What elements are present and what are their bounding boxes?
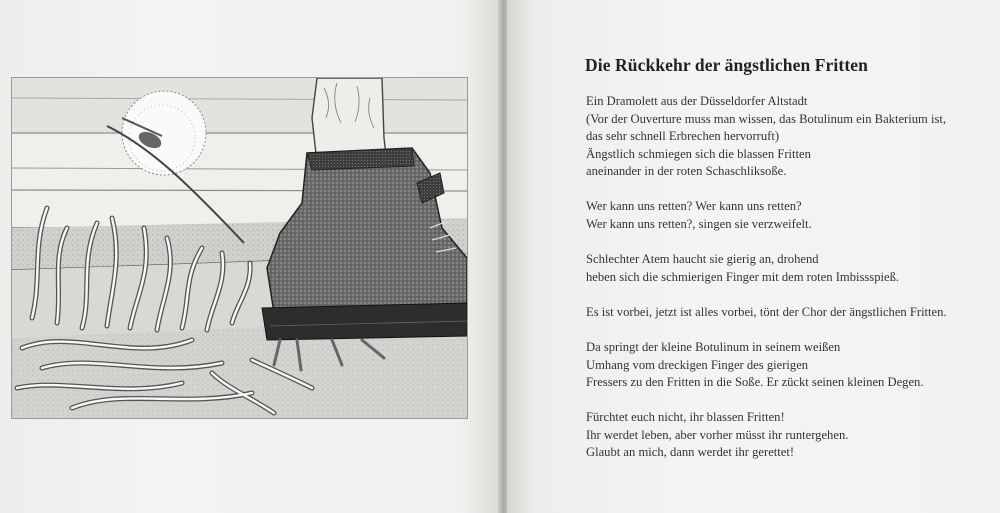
poem-line: heben sich die schmierigen Finger mit dem roten Imbissspieß. (586, 269, 900, 284)
poem-line: Da springt der kleine Botulinum in seinem weißen (586, 339, 841, 354)
poem-line: Fressers zu den Fritten in die Soße. Er zückt seinen kleinen Degen. (586, 375, 924, 390)
poem-line: Fürchtet euch nicht, ihr blassen Fritten! (586, 410, 785, 425)
poem-line: das sehr schnell Erbrechen hervorruft) (586, 129, 780, 144)
poem-line: Ängstlich schmiegen sich die blassen Fritten (586, 146, 811, 161)
poem-line: Glaubt an mich, dann werdet ihr gerettet! (586, 445, 795, 460)
stanza-4 (586, 304, 986, 322)
stanza-3 (586, 251, 986, 286)
poem-title: Die Rückkehr der ängstlichen Fritten (585, 55, 868, 75)
stanza-5 (586, 339, 986, 392)
poem-line: Wer kann uns retten?, singen sie verzweifelt. (586, 217, 812, 232)
poem-line: Ihr werdet leben, aber vorher müsst ihr runtergehen. (586, 427, 849, 442)
poem-line: Wer kann uns retten? Wer kann uns retten? (586, 199, 802, 214)
poem-line: Schlechter Atem haucht sie gierig an, drohend (586, 252, 819, 267)
stanza-2 (586, 198, 986, 233)
poem-line: Umhang vom dreckigen Finger des gierigen (586, 357, 809, 372)
poem-line: (Vor der Ouverture muss man wissen, das Botulinum ein Bakterium ist, (586, 111, 947, 126)
poem-line: aneinander in der roten Schaschliksoße. (586, 164, 787, 179)
boot-and-fries-drawing (12, 78, 467, 418)
stanza-6 (586, 409, 986, 462)
poem-line: Ein Dramolett aus der Düsseldorfer Altstadt (586, 94, 808, 108)
illustration-etching (12, 78, 467, 418)
poem-body (586, 93, 986, 480)
poem-line: Es ist vorbei, jetzt ist alles vorbei, tönt der Chor der ängstlichen Fritten. (586, 304, 947, 319)
stanza-1 (586, 93, 986, 181)
